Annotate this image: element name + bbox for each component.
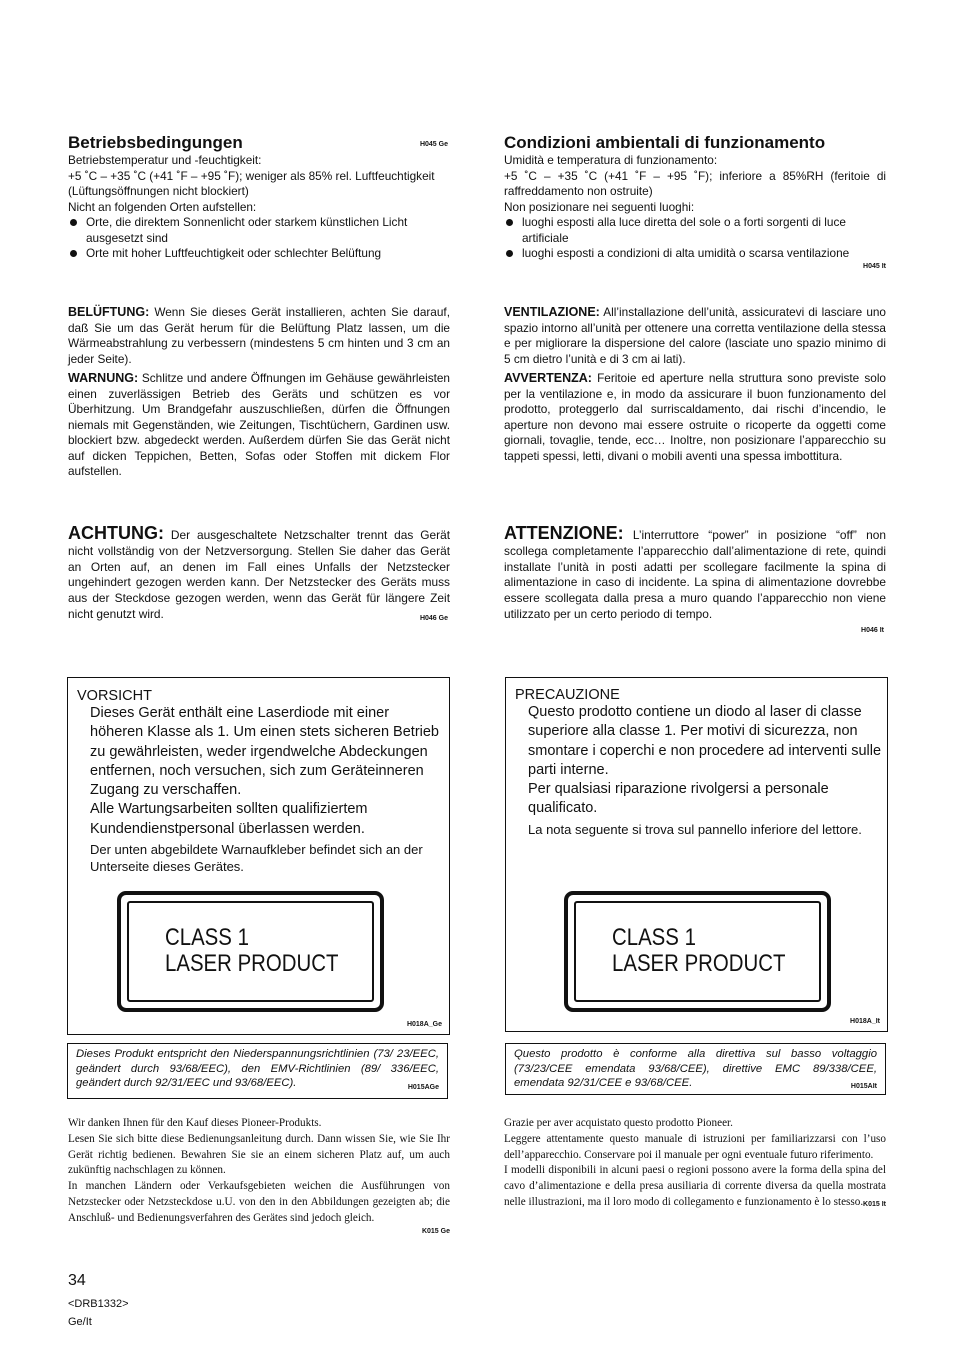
list-item: luoghi esposti a condizioni di alta umidità o scarsa ventilazione <box>504 246 886 262</box>
danke-line: Wir danken Ihnen für den Kauf dieses Pioneer-Produkts. <box>68 1117 322 1129</box>
precauzione-para2: Per qualsiasi riparazione rivolgersi a personale qualificato. <box>528 781 829 817</box>
bullet-list <box>504 215 886 262</box>
text-belueftung: Wenn Sie dieses Gerät installieren, achten Sie darauf, daß Sie um das Gerät herum für die Belüftung Platz lassen, um die Wärmeabstrahlung zu verbessern (mindestens 5 cm hinten und 3 cm an jeder Seite). <box>68 305 450 366</box>
paragraph-warnung <box>68 371 450 480</box>
code-h046-ge: H046 Ge <box>419 615 448 622</box>
paragraph-attenzione <box>504 523 886 623</box>
laser-label <box>564 891 831 1012</box>
vorsicht-note: Der unten abgebildete Warnaufkleber befindet sich an der Unterseite dieses Gerätes. <box>90 842 423 874</box>
section-betriebsbedingungen <box>68 133 450 262</box>
paragraph-avvertenza <box>504 371 886 464</box>
code-h018a-it: H018A_It <box>850 1018 880 1025</box>
section-achtung <box>68 523 450 623</box>
ec-text: Dieses Produkt entspricht den Niederspannungsrichtlinien (73/ 23/EEC, geändert durch 93/68/EEC), den EMV-Richtlinien (89/ 336/EEC, geändert durch 92/31/EEC und 93/68/EEC). <box>76 1048 439 1089</box>
lead-attenzione: ATTENZIONE: <box>504 523 624 543</box>
caution-box-precauzione <box>505 677 888 1032</box>
text-line: Nicht an folgenden Orten aufstellen: <box>68 199 257 214</box>
code-h015age: H015AGe <box>407 1084 439 1091</box>
code-h046-it: H046 It <box>861 627 884 634</box>
section-header <box>68 133 450 153</box>
text-line: Non posizionare nei seguenti luoghi: <box>504 199 695 214</box>
vorsicht-para1: Dieses Gerät enthält eine Laserdiode mit einer höheren Klasse als 1. Um einen stets sicheren Betrieb zu gewährleisten, weder irgendwelche Abdeckungen entfernen, noch versuchen, sich zum Geräteinneren Zugang zu verschaffen. <box>90 705 439 799</box>
lead-avvertenza: AVVERTENZA: <box>504 371 592 385</box>
text-warnung: Schlitze und andere Öffnungen im Gehäuse gewährleisten einen zuverlässigen Betrieb des Geräts und schützen es vor Überhitzung. Um Brandgefahr auszuschließen, dürfen die Öffnungen niemals mit Gegenständen, wie Zeitungen, Tischtüchern, Gardinen usw. blockiert bzw. abgedeckt werden. Außerdem dürfen Sie das Gerät nicht auf dicken Teppichen, Betten, Sofas oder Stoffen mit dickem Flor aufstellen. <box>68 371 450 478</box>
lead-belueftung: BELÜFTUNG: <box>68 305 150 319</box>
lead-achtung: ACHTUNG: <box>68 523 164 543</box>
lead-ventilazione: VENTILAZIONE: <box>504 305 600 319</box>
precauzione-para1: Questo prodotto contiene un diodo al laser di classe superiore alla classe 1. Per motivi di sicurezza, non smontare i coperchi e non procedere ad interventi sulle parti interne. <box>528 704 882 778</box>
ec-conformity-box <box>505 1043 886 1095</box>
text-line: Umidità e temperatura di funzionamento: <box>504 153 718 167</box>
text-line: +5 ˚C – +35 ˚C (+41 ˚F – +95 ˚F); inferiore a 85%RH (feritoie di raffreddamento non ostruite) <box>504 168 886 198</box>
laser-label-text <box>165 925 338 977</box>
list-item: luoghi esposti alla luce diretta del sole o a forti sorgenti di luce artificiale <box>504 215 886 246</box>
vorsicht-title: VORSICHT <box>77 688 152 704</box>
paragraph-ventilazione <box>504 305 886 367</box>
grazie-line: I modelli disponibili in alcuni paesi o regioni possono avere la forma della spina del cavo d’alimentazione e della presa ausiliaria di corrente diversa da quella mostrata nelle illustrazioni, ma il loro modo di collegamento e funzionamento è lo stesso. <box>504 1164 886 1208</box>
text-line: Betriebstemperatur und -feuchtigkeit: <box>68 153 262 167</box>
text-achtung: Der ausgeschaltete Netzschalter trennt das Gerät nicht vollständig von der Netzversorgung. Stellen Sie daher das Gerät an Orten auf, an denen im Fall eines Unfalls der Netzstecker ungehindert gezogen werden kann. Der Netzstecker des Geräts muss aus der Steckdose gezogen werden, wenn das Gerät für längere Zeit nicht genutzt wird. <box>68 528 450 621</box>
section-ventilazione <box>504 305 886 464</box>
code-k015-ge: K015 Ge <box>421 1227 450 1235</box>
section-attenzione <box>504 523 886 634</box>
text-attenzione: L’interruttore “power” in posizione “off” non scollega completamente l’apparecchio dall’alimentazione di rete, quindi installate l’unità in posti adatti per scollegare facilmente la spina di alimentazione in caso di incidente. La spina di alimentazione dovrebbe essere scollegata dalla presa a muro quando l’apparecchio non viene utilizzato per un certo periodo di tempo. <box>504 528 886 621</box>
section-grazie <box>504 1116 886 1208</box>
danke-line: In manchen Ländern oder Verkaufsgebieten weichen die Ausführungen von Netzstecker oder Netzsteckdose u.U. von den in den Abbildungen gezeigten ab; die Anschluß- und Bedienungsverfahren des Gerätes sind jedoch gleich. <box>68 1180 450 1224</box>
heading-betriebsbedingungen: Betriebsbedingungen <box>68 133 243 152</box>
vorsicht-para2: Alle Wartungsarbeiten sollten qualifiziertem Kundendienstpersonal überlassen werden. <box>90 801 368 837</box>
grazie-line: Grazie per aver acquistato questo prodotto Pioneer. <box>504 1117 733 1129</box>
ec-text: Questo prodotto è conforme alla direttiva sul basso voltaggio (73/23/CEE emendata 93/68/CEE), direttive EMC 89/338/CEE, emendata 92/31/CEE e 93/68/CEE. <box>514 1048 877 1089</box>
code-h045-it: H045 It <box>863 262 886 270</box>
section-belueftung <box>68 305 450 480</box>
laser-label <box>117 891 384 1012</box>
laser-label-text <box>612 925 785 977</box>
danke-line: Lesen Sie sich bitte diese Bedienungsanleitung durch. Dann wissen Sie, wie Sie Ihr Gerät richtig bedienen. Bewahren Sie sie an einem sicheren Platz auf, um auch zukünftig nachschlagen zu können. <box>68 1132 450 1177</box>
bullet-list <box>68 215 450 262</box>
page-number: 34 <box>68 1272 86 1289</box>
text-ventilazione: All’installazione dell’unità, assicuratevi di lasciare uno spazio intorno all’unità per ottenere una corretta ventilazione della stessa e per migliorare la dispersione del calore (lasciate uno spazio minimo di 5 cm dietro l’unità e di 3 cm ai lati). <box>504 305 886 366</box>
section-condizioni <box>504 133 886 270</box>
laser-label-line2: LASER PRODUCT <box>165 950 339 977</box>
text-line: +5 ˚C – +35 ˚C (+41 ˚F – +95 ˚F); weniger als 85% rel. Luftfeuchtigkeit (Lüftungsöffnungen nicht blockiert) <box>68 168 435 198</box>
language-code: Ge/It <box>68 1316 92 1328</box>
lead-warnung: WARNUNG: <box>68 371 139 385</box>
list-item: Orte, die direktem Sonnenlicht oder starkem künstlichen Licht ausgesetzt sind <box>68 215 450 246</box>
code-k015-it: K015 It <box>863 1200 886 1208</box>
caution-box-vorsicht <box>67 677 450 1035</box>
laser-label-line1: CLASS 1 <box>612 924 696 951</box>
text-avvertenza: Feritoie ed aperture nella struttura sono previste solo per la ventilazione e, in modo da assicurare il buon funzionamento del prodotto, proteggerlo dal surriscaldamento, dai rischi d’incendio, le aperture non devono mai essere ostruite o ricoperte da oggetti come giornali, tovaglie, tende, ecc… Inoltre, non posizionare l’apparecchio su tappeti spessi, letti, divani o mobili aventi una spessa imbottitura. <box>504 371 886 463</box>
list-item: Orte mit hoher Luftfeuchtigkeit oder schlechter Belüftung <box>68 246 450 262</box>
code-h045-ge: H045 Ge <box>419 141 448 148</box>
paragraph-belueftung <box>68 305 450 367</box>
section-header <box>504 133 886 153</box>
ec-conformity-box <box>67 1043 448 1099</box>
precauzione-title: PRECAUZIONE <box>515 687 620 703</box>
code-h018a-ge: H018A_Ge <box>406 1021 442 1028</box>
laser-label-line2: LASER PRODUCT <box>612 950 786 977</box>
paragraph-achtung <box>68 523 450 623</box>
grazie-line: Leggere attentamente questo manuale di istruzioni per familiarizzarsi con l’uso dell’apparecchio. Conservare poi il manuale per ogni eventuale futuro riferimento. <box>504 1132 886 1161</box>
section-danke <box>68 1116 450 1235</box>
precauzione-note: La nota seguente si trova sul pannello inferiore del lettore. <box>528 821 862 837</box>
laser-label-line1: CLASS 1 <box>165 924 249 951</box>
model-number: <DRB1332> <box>68 1298 129 1310</box>
heading-condizioni: Condizioni ambientali di funzionamento <box>504 133 826 152</box>
code-h015ait: H015AIt <box>850 1083 877 1090</box>
